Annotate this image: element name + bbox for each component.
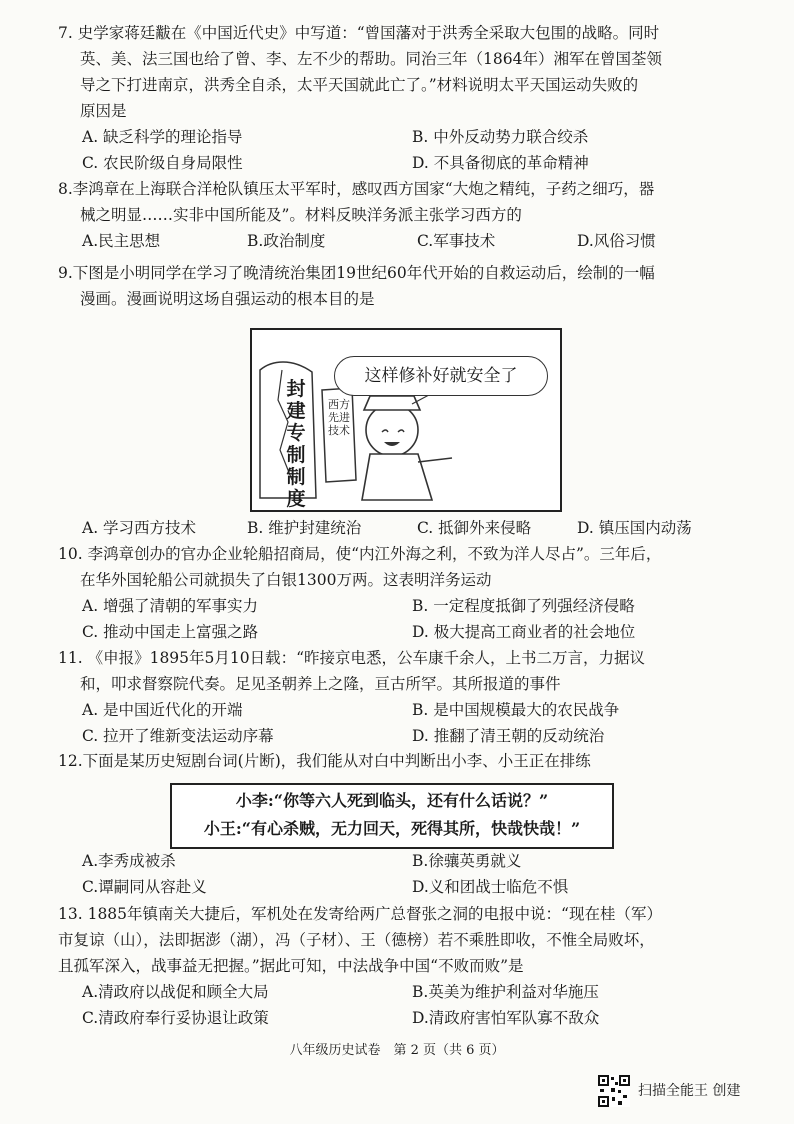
question-11 — [60, 645, 740, 749]
wall-label: 封建专制制度 — [286, 378, 306, 510]
page-footer: 八年级历史试卷 第 2 页（共 6 页） — [289, 1043, 505, 1058]
q10-option-b: B. 一定程度抵御了列强经济侵略 — [412, 597, 635, 615]
q13-option-d: D.清政府害怕军队寡不敌众 — [412, 1009, 600, 1027]
q12-option-d: D.义和团战士临危不惧 — [412, 878, 569, 896]
q11-option-d: D. 推翻了清王朝的反动统治 — [412, 727, 605, 745]
official-arm — [418, 458, 452, 462]
question-10 — [60, 541, 740, 645]
question-13 — [60, 901, 740, 1031]
q9-cartoon — [250, 328, 562, 512]
q12-option-a: A.李秀成被杀 — [82, 852, 176, 870]
q13-option-c: C.清政府奉行妥协退让政策 — [82, 1009, 269, 1027]
question-8 — [60, 176, 740, 254]
q13-stem-line-3: 且孤军深入，战事益无把握。”据此可知，中法战争中国“不败而败”是 — [58, 957, 524, 975]
q9-options — [60, 515, 740, 541]
q9-options-block — [60, 515, 740, 541]
q10-options — [60, 593, 740, 645]
q11-option-c: C. 拉开了维新变法运动序幕 — [82, 727, 274, 745]
q11-option-b: B. 是中国规模最大的农民战争 — [412, 701, 620, 719]
q10-option-a: A. 增强了清朝的军事实力 — [82, 597, 259, 615]
q12-dialogue-line-2: 小王:“有心杀贼，无力回天，死得其所，快哉快哉！” — [203, 819, 581, 838]
q12-dialogue-box — [170, 783, 614, 849]
patch-label: 西方先进技术 — [328, 398, 350, 437]
official-head — [366, 404, 418, 456]
official-hat — [364, 396, 420, 410]
q10-option-d: D. 极大提高工商业者的社会地位 — [412, 623, 636, 641]
question-9 — [60, 260, 740, 312]
q12-stem-line-1: 12.下面是某历史短剧台词(片断)，我们能从对白中判断出小李、小王正在排练 — [58, 752, 591, 770]
q13-stem-line-2: 市复谅（山），法即据澎（湖），冯（子材）、王（德榜）若不乘胜即收，不惟全局败坏， — [58, 931, 655, 949]
q10-stem-line-1: 10. 李鸿章创办的官办企业轮船招商局，使“内江外海之利，不致为洋人尽占”。三年后， — [58, 545, 662, 563]
q8-option-c: C.军事技术 — [417, 232, 496, 250]
q12-option-b: B.徐骧英勇就义 — [412, 852, 522, 870]
q7-stem-line-1: 7. 史学家蒋廷黻在《中国近代史》中写道：“曾国藩对于洪秀全采取大包围的战略。同时 — [58, 24, 660, 42]
q8-option-d: D.风俗习惯 — [577, 232, 656, 250]
q7-option-a: A. 缺乏科学的理论指导 — [82, 128, 243, 146]
q9-option-b: B. 维护封建统治 — [247, 519, 362, 537]
q8-stem-line-1: 8.李鸿章在上海联合洋枪队镇压太平军时，感叹西方国家“大炮之精纯，子药之细巧，器 — [58, 180, 655, 198]
q11-stem-line-1: 11. 《申报》1895年5月10日载：“昨接京电悉，公车康千余人，上书二万言，力据议 — [58, 649, 646, 667]
q13-option-b: B.英美为维护利益对华施压 — [412, 983, 599, 1001]
q7-option-c: C. 农民阶级自身局限性 — [82, 154, 243, 172]
q9-option-a: A. 学习西方技术 — [82, 519, 197, 537]
q13-options — [60, 979, 740, 1031]
q12-dialogue-line-1: 小李:“你等六人死到临头，还有什么话说？” — [235, 791, 549, 810]
q7-options — [60, 124, 740, 176]
q9-option-c: C. 抵御外来侵略 — [417, 519, 532, 537]
q10-stem-line-2: 在华外国轮船公司就损失了白银1300万两。这表明洋务运动 — [80, 571, 492, 589]
q7-stem-line-2: 英、美、法三国也给了曾、李、左不少的帮助。同治三年（1864年）湘军在曾国荃领 — [80, 50, 662, 68]
q7-option-b: B. 中外反动势力联合绞杀 — [412, 128, 589, 146]
q8-option-b: B.政治制度 — [247, 232, 326, 250]
q11-option-a: A. 是中国近代化的开端 — [82, 701, 243, 719]
q12-option-c: C.谭嗣同从容赴义 — [82, 878, 207, 896]
speech-bubble: 这样修补好就安全了 — [334, 356, 548, 396]
q8-stem-line-2: 械之明显……实非中国所能及”。材料反映洋务派主张学习西方的 — [80, 206, 522, 224]
q7-option-d: D. 不具备彻底的革命精神 — [412, 154, 589, 172]
q12-options — [60, 848, 740, 900]
q11-stem-line-2: 和，叩求督察院代奏。足见圣朝养上之隆，亘古所罕。其所报道的事件 — [80, 675, 561, 693]
q9-stem-line-1: 9.下图是小明同学在学习了晚清统治集团19世纪60年代开始的自救运动后，绘制的一幅 — [58, 264, 655, 282]
q10-option-c: C. 推动中国走上富强之路 — [82, 623, 259, 641]
q8-option-a: A.民主思想 — [82, 232, 161, 250]
q9-option-d: D. 镇压国内动荡 — [577, 519, 692, 537]
q13-option-a: A.清政府以战促和顾全大局 — [82, 983, 269, 1001]
q7-stem-line-3: 导之下打进南京，洪秀全自杀，太平天国就此亡了。”材料说明太平天国运动失败的 — [80, 76, 639, 94]
question-12 — [60, 748, 740, 774]
q7-stem-line-4: 原因是 — [80, 102, 127, 120]
qr-code-icon — [598, 1075, 630, 1107]
q13-stem-line-1: 13. 1885年镇南关大捷后，军机处在发寄给两广总督张之洞的电报中说：“现在桂（军） — [58, 905, 662, 923]
scanner-watermark — [598, 1071, 788, 1111]
scanner-watermark-text: 扫描全能王 创建 — [638, 1083, 741, 1099]
q9-stem-line-2: 漫画。漫画说明这场自强运动的根本目的是 — [80, 290, 375, 308]
question-7 — [60, 20, 740, 176]
q11-options — [60, 697, 740, 749]
q8-options — [60, 228, 740, 254]
q12-options-block — [60, 848, 740, 900]
